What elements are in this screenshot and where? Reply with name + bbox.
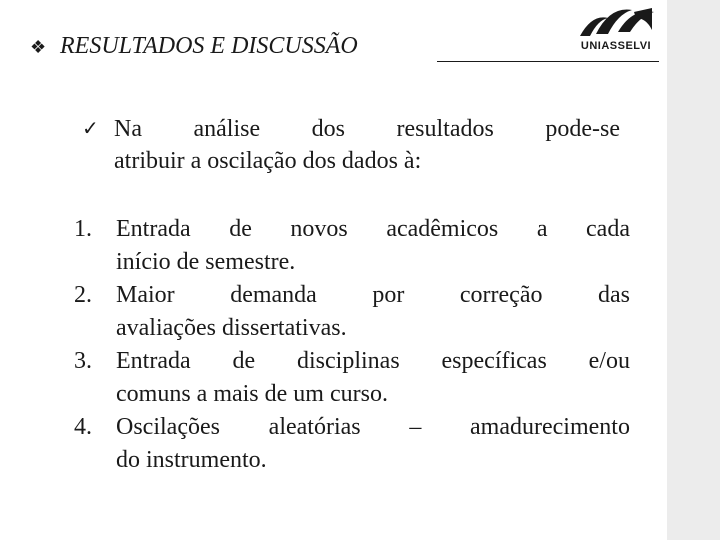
list-number: 1. <box>74 216 92 242</box>
list-item-line-1 <box>116 411 630 444</box>
right-decorative-bar <box>667 0 720 540</box>
word: das <box>598 282 630 308</box>
word: novos <box>290 216 348 242</box>
slide-header <box>30 28 358 65</box>
intro-paragraph <box>82 113 630 177</box>
word: demanda <box>230 282 317 308</box>
word: específicas <box>441 348 547 374</box>
word: – <box>409 414 422 440</box>
list-item-line-2: do instrumento. <box>116 447 267 473</box>
word: de <box>232 348 256 374</box>
word: disciplinas <box>297 348 400 374</box>
word: análise <box>193 116 261 142</box>
word: Entrada <box>116 348 191 374</box>
intro-line-2: atribuir a oscilação dos dados à: <box>114 148 422 174</box>
list-number: 3. <box>74 348 92 374</box>
list-item-line-2: avaliações dissertativas. <box>116 315 347 341</box>
word: pode-se <box>545 116 620 142</box>
header-underline <box>437 61 659 62</box>
intro-line-1 <box>114 113 620 145</box>
word: e/ou <box>588 348 630 374</box>
list-item <box>74 213 630 279</box>
word: de <box>229 216 252 242</box>
word: por <box>372 282 405 308</box>
word: a <box>536 216 548 242</box>
list-item-line-2: comuns a mais de um curso. <box>116 381 388 407</box>
list-item <box>74 411 630 477</box>
list-item <box>74 279 630 345</box>
word: Entrada <box>116 216 191 242</box>
word: dos <box>311 116 345 142</box>
numbered-list <box>74 213 630 477</box>
list-item-line-1 <box>116 345 630 378</box>
word: Oscilações <box>116 414 220 440</box>
slide-title: RESULTADOS E DISCUSSÃO <box>60 33 358 59</box>
list-item-line-2: início de semestre. <box>116 249 296 275</box>
word: resultados <box>396 116 494 142</box>
word: correção <box>459 282 543 308</box>
word: cada <box>586 216 630 242</box>
logo-wordmark: UNIASSELVI <box>580 40 652 52</box>
diamond-bullet-icon: ❖ <box>30 37 47 57</box>
word: Na <box>114 116 142 142</box>
list-number: 2. <box>74 282 92 308</box>
list-item-line-1 <box>116 279 630 312</box>
list-item <box>74 345 630 411</box>
checkmark-bullet-icon: ✓ <box>82 118 99 140</box>
word: Maior <box>116 282 175 308</box>
word: amadurecimento <box>470 414 630 440</box>
word: acadêmicos <box>386 216 499 242</box>
list-number: 4. <box>74 414 92 440</box>
word: aleatórias <box>268 414 361 440</box>
list-item-line-1 <box>116 213 630 246</box>
